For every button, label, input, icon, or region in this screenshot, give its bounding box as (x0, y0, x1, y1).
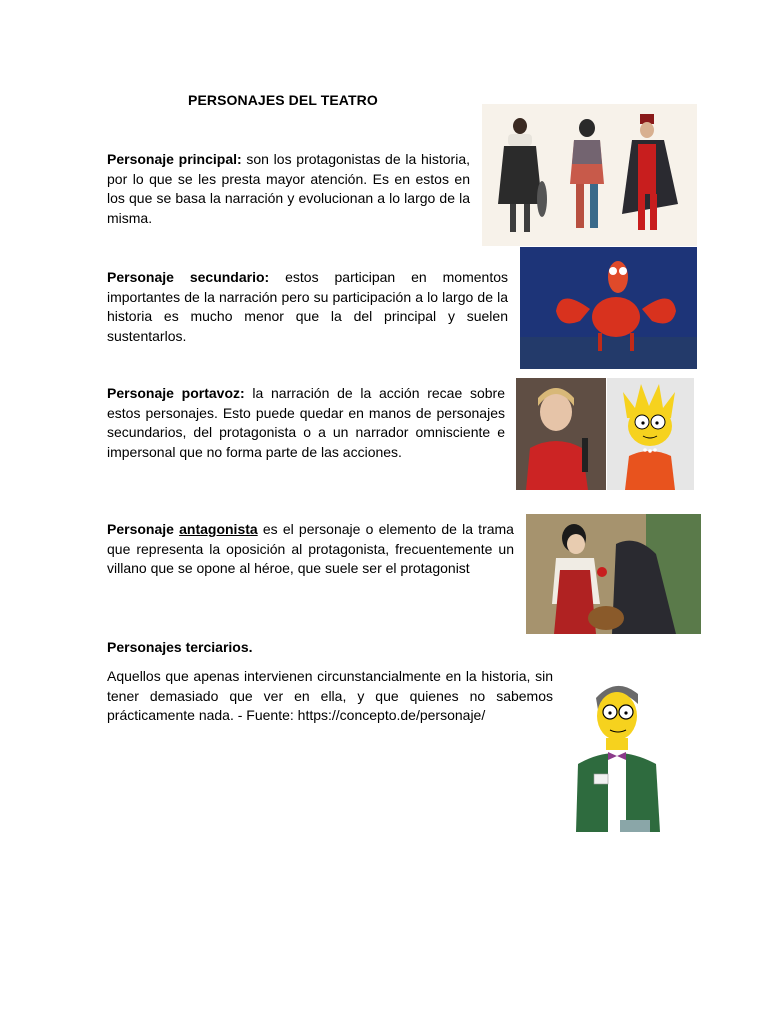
text-antagonista: es el personaje o elemento de la trama que representa la oposición al protagonista, frecuentemente un villano que se opone al héroe, que suele ser el protagonist (107, 521, 514, 576)
commedia-characters-image (482, 104, 697, 246)
term-antagonista: Personaje (107, 521, 180, 537)
section-secundario (107, 268, 508, 346)
section-portavoz (107, 384, 505, 462)
antagonista-link[interactable]: antagonista (179, 521, 258, 537)
section-antagonista (107, 520, 514, 579)
section-principal (107, 150, 470, 228)
text-secundario: estos participan en momentos importantes de la narración pero su participación a lo largo de la historia es mucho menor que la del principal y suelen sustentarlos. (107, 269, 508, 344)
term-secundario: Personaje secundario: (107, 269, 270, 285)
text-principal: son los protagonistas de la historia, por lo que se les presta mayor atención. Es en estos en los que se basa la narración y evolucionan a lo largo de la misma. (107, 151, 470, 226)
smithers-image (568, 680, 666, 832)
term-portavoz: Personaje portavoz: (107, 385, 245, 401)
text-portavoz: la narración de la acción recae sobre estos personajes. Esto puede quedar en manos de personajes secundarios, del protagonista o a un narrador omnisciente e impersonal que no forma parte de las acciones. (107, 385, 505, 460)
page-title: PERSONAJES DEL TEATRO (188, 92, 378, 108)
lisa-simpson-image (607, 378, 694, 490)
speaker-woman-image (516, 378, 606, 490)
tertiary-body: Aquellos que apenas intervienen circunstancialmente en la historia, sin tener demasiado que ver en ella, y que quienes no sabemos prácticamente nada. - Fuente: https://concepto.de/personaje/ (107, 668, 553, 723)
snow-white-witch-image (526, 514, 701, 634)
term-principal: Personaje principal: (107, 151, 242, 167)
tertiary-heading: Personajes terciarios. (107, 639, 253, 655)
tertiary-text (107, 667, 553, 726)
crab-character-image (520, 247, 697, 369)
